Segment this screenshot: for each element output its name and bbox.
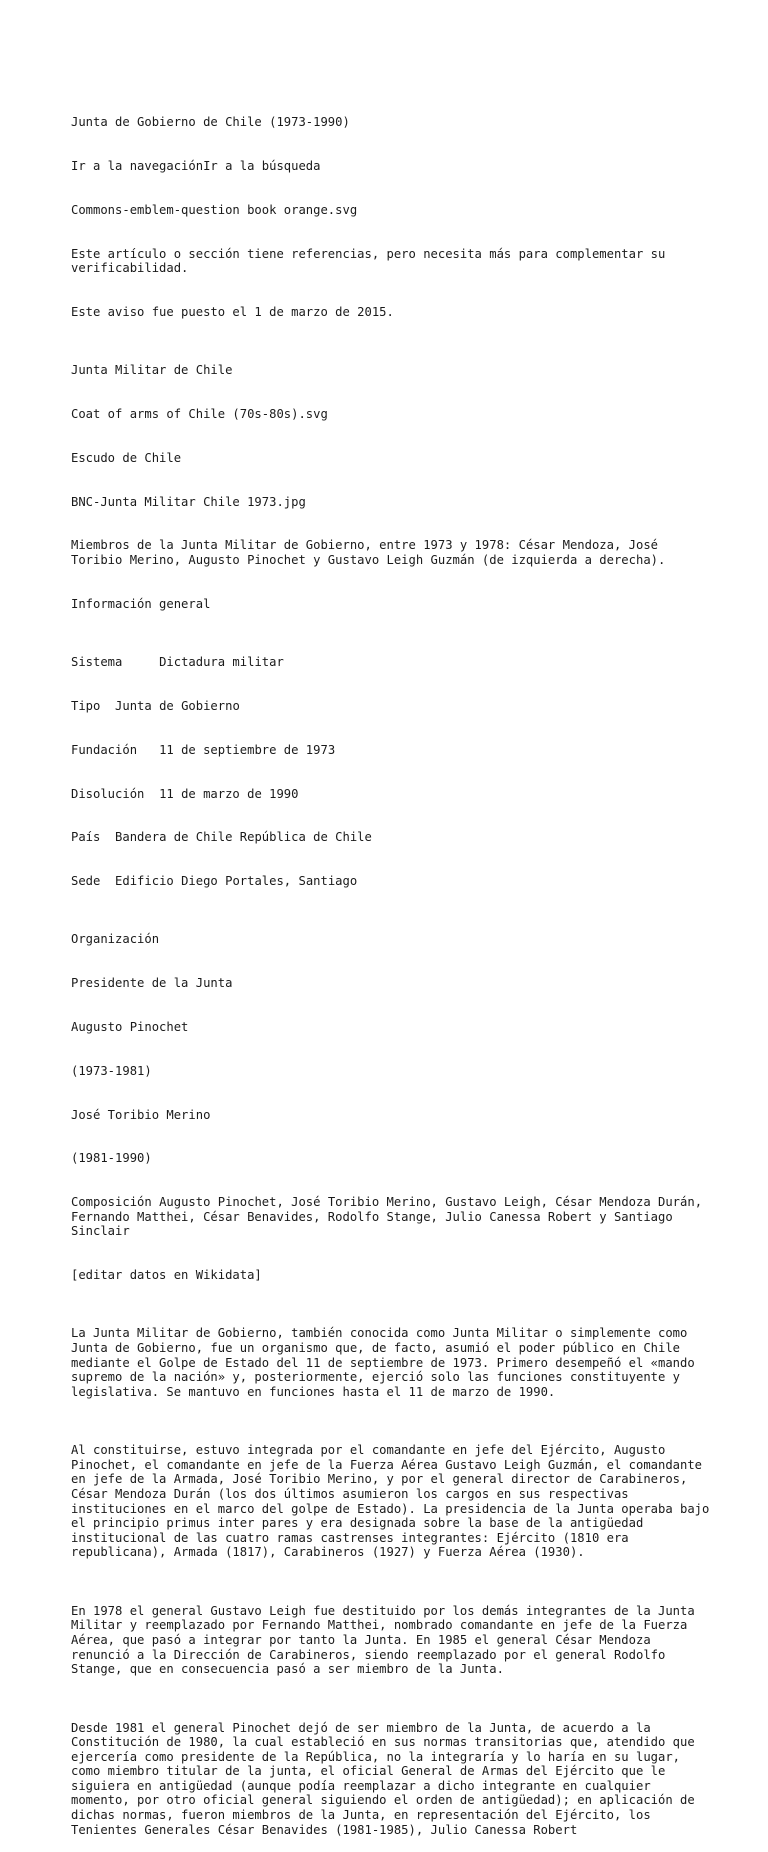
infobox-label: País <box>71 830 101 845</box>
infobox-separator <box>100 699 115 713</box>
infobox-name: Junta Militar de Chile <box>71 363 233 378</box>
organization-header: Organización <box>71 932 160 947</box>
body-paragraph: En 1978 el general Gustavo Leigh fue destituido por los demás integrantes de la Junta Militar y reemplazado por Fernando Matthei, nombrado comandante en jefe de la Fuerza Aérea, que pasó a integrar por tanto la Junta. En 1985 el general César Mendoza renunció a la Dirección de Carabineros, siendo reemplazado por el general Rodolfo Stange, que en consecuencia pasó a ser miembro de la Junta. <box>71 1603 703 1677</box>
infobox-row-fundacion <box>71 743 711 758</box>
coat-of-arms-caption: Escudo de Chile <box>71 450 182 465</box>
infobox-value: Bandera de Chile República de Chile <box>115 830 372 845</box>
infobox-value: 11 de marzo de 1990 <box>159 786 299 801</box>
infobox-label: Sede <box>71 874 101 889</box>
infobox-label: Fundación <box>71 742 138 757</box>
edit-wikidata-link[interactable]: [editar datos en Wikidata] <box>71 1268 262 1283</box>
article-page <box>71 86 717 1852</box>
president-term: (1973-1981) <box>71 1063 152 1078</box>
infobox-value: Edificio Diego Portales, Santiago <box>115 874 358 889</box>
president-header: Presidente de la Junta <box>71 976 233 991</box>
president-name: Augusto Pinochet <box>71 1020 189 1034</box>
infobox-value: Junta de Gobierno <box>115 698 240 713</box>
notice-image-filename: Commons-emblem-question book orange.svg <box>71 202 358 217</box>
infobox-label: Sistema <box>71 655 123 670</box>
body-paragraph: Desde 1981 el general Pinochet dejó de ser miembro de la Junta, de acuerdo a la Constitución de 1980, la cual estableció en sus normas transitorias que, atendido que ejercería como presidente de la República, no la integraría y lo haría en su lugar, como miembro titular de la junta, el oficial General de Armas del Ejército que le siguiera en antigüedad (aunque podía reemplazar a dicho integrante en cualquier momento, por otro oficial general siguiendo el orden de antigüedad); en aplicación de dichas normas, fueron miembros de la Junta, en representación del Ejército, los Tenientes Generales César Benavides (1981-1985), Julio Canessa Robert <box>71 1720 703 1837</box>
notice-text: Este artículo o sección tiene referencias, pero necesita más para complementar su verificabilidad. <box>71 246 673 276</box>
notice-date: Este aviso fue puesto el 1 de marzo de 2015. <box>71 304 394 319</box>
infobox-separator <box>122 655 159 669</box>
infobox-row-disolucion <box>71 787 711 802</box>
photo-filename: BNC-Junta Militar Chile 1973.jpg <box>71 494 306 509</box>
infobox-separator <box>144 787 159 801</box>
infobox-label: Disolución <box>71 786 145 801</box>
infobox-separator <box>100 874 115 888</box>
infobox-separator <box>137 743 159 757</box>
infobox-row-tipo <box>71 699 711 714</box>
infobox-row-sede <box>71 874 711 889</box>
infobox-value: 11 de septiembre de 1973 <box>159 742 336 757</box>
body-paragraph: La Junta Militar de Gobierno, también conocida como Junta Militar o simplemente como Junta de Gobierno, fue un organismo que, de facto, asumió el poder público en Chile mediante el Golpe de Estado del 11 de septiembre de 1973. Primero desempeñó el «mando supremo de la nación» y, posteriormente, ejerció solo las funciones constituyente y legislativa. Se mantuvo en funciones hasta el 11 de marzo de 1990. <box>71 1326 703 1399</box>
infobox-value: Dictadura militar <box>159 655 284 670</box>
general-info-header: Información general <box>71 596 211 611</box>
infobox-row-sistema <box>71 655 711 670</box>
president-name: José Toribio Merino <box>71 1107 211 1122</box>
skip-to-search-link[interactable]: Ir a la búsqueda <box>203 158 321 173</box>
skip-links <box>71 159 711 174</box>
infobox-row-pais <box>71 830 711 845</box>
photo-caption: Miembros de la Junta Militar de Gobierno, entre 1973 y 1978: César Mendoza, José Toribio Merino, Augusto Pinochet y Gustavo Leigh Guzmán (de izquierda a derecha). <box>71 538 666 567</box>
coat-of-arms-filename: Coat of arms of Chile (70s-80s).svg <box>71 407 328 422</box>
body-paragraph: Al constituirse, estuvo integrada por el comandante en jefe del Ejército, Augusto Pinochet, el comandante en jefe de la Fuerza Aérea Gustavo Leigh Guzmán, el comandante en jefe de la Armada, José Toribio Merino, y por el general director de Carabineros, César Mendoza Durán (los dos últimos asumieron los cargos en sus respectivas instituciones en el marco del golpe de Estado). La presidencia de la Junta operaba bajo el principio primus inter pares y era designada sobre la base de la antigüedad institucional de las cuatro ramas castrenses integrantes: Ejército (1810 era republicana), Armada (1817), Carabineros (1927) y Fuerza Aérea (1930). <box>71 1443 717 1560</box>
president-term: (1981-1990) <box>71 1151 152 1166</box>
skip-to-navigation-link[interactable]: Ir a la navegación <box>71 158 204 173</box>
composition-value: Augusto Pinochet, José Toribio Merino, Gustavo Leigh, César Mendoza Durán, Fernando Matthei, César Benavides, Rodolfo Stange, Julio Canessa Robert y Santiago Sinclair <box>71 1195 710 1239</box>
infobox-label: Tipo <box>71 698 101 713</box>
composition-row <box>71 1195 711 1239</box>
article-title: Junta de Gobierno de Chile (1973-1990) <box>71 115 350 130</box>
infobox-separator <box>100 830 115 844</box>
composition-label: Composición <box>71 1195 152 1210</box>
